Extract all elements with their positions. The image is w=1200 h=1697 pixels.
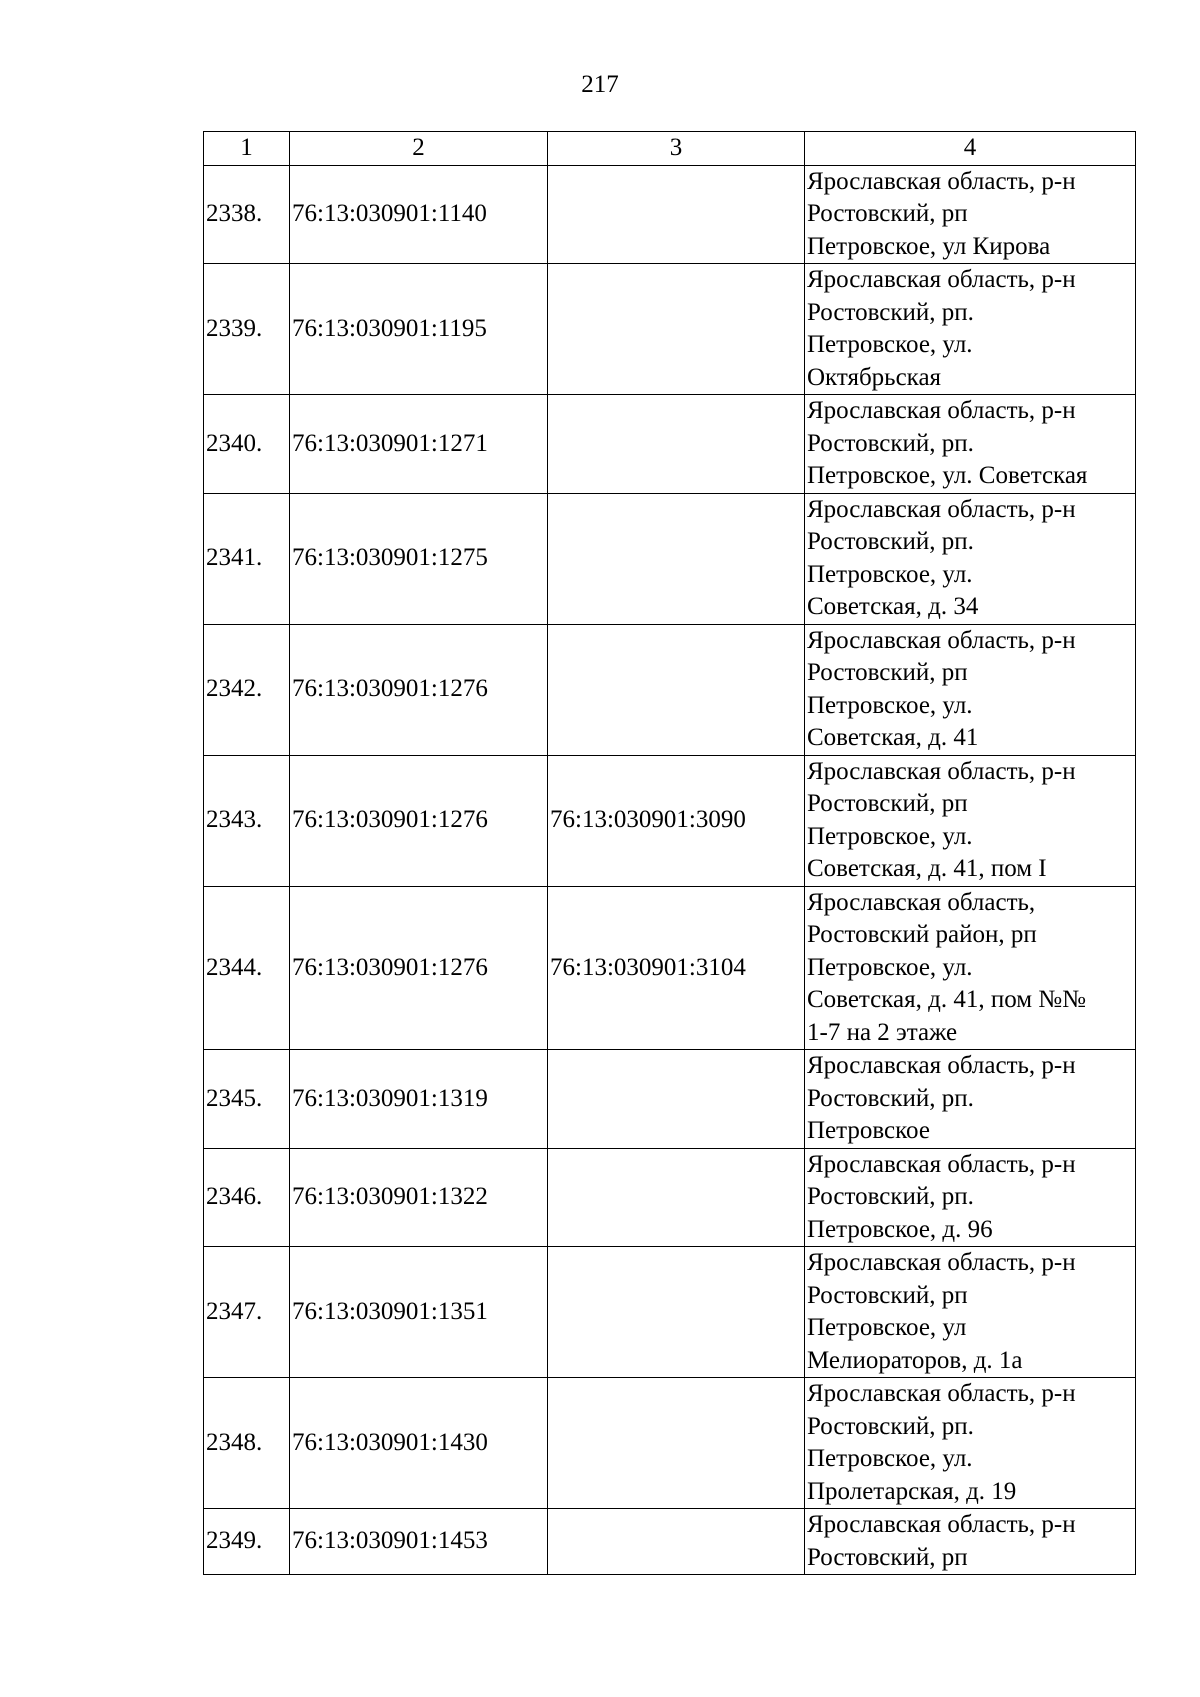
cadastral-number: 76:13:030901:1140 — [290, 165, 548, 264]
table-row — [204, 1050, 1136, 1149]
address: Ярославская область, р-н Ростовский, рп. Петровское — [805, 1050, 1136, 1149]
cadastral-number: 76:13:030901:1275 — [290, 493, 548, 624]
row-number: 2342. — [204, 624, 290, 755]
page-number: 217 — [581, 71, 619, 98]
object-cadastral-number: 76:13:030901:3104 — [548, 886, 805, 1050]
address: Ярославская область, р-н Ростовский, рп Петровское, ул Мелиораторов, д. 1а — [805, 1247, 1136, 1378]
object-cadastral-number — [548, 1247, 805, 1378]
object-cadastral-number — [548, 165, 805, 264]
row-number: 2346. — [204, 1148, 290, 1247]
cadastral-number: 76:13:030901:1430 — [290, 1378, 548, 1509]
row-number: 2343. — [204, 755, 290, 886]
row-number: 2340. — [204, 395, 290, 494]
header-row — [204, 132, 1136, 166]
object-cadastral-number — [548, 624, 805, 755]
table-row — [204, 755, 1136, 886]
object-cadastral-number — [548, 493, 805, 624]
table-row — [204, 1247, 1136, 1378]
address: Ярославская область, р-н Ростовский, рп. Петровское, д. 96 — [805, 1148, 1136, 1247]
address: Ярославская область, р-н Ростовский, рп Петровское, ул. Советская, д. 41, пом I — [805, 755, 1136, 886]
table-row — [204, 165, 1136, 264]
row-number: 2347. — [204, 1247, 290, 1378]
object-cadastral-number — [548, 264, 805, 395]
address: Ярославская область, р-н Ростовский, рп. Петровское, ул. Октябрьская — [805, 264, 1136, 395]
object-cadastral-number — [548, 395, 805, 494]
table-row — [204, 624, 1136, 755]
table-row — [204, 886, 1136, 1050]
object-cadastral-number — [548, 1509, 805, 1575]
cadastral-number: 76:13:030901:1319 — [290, 1050, 548, 1149]
object-cadastral-number — [548, 1378, 805, 1509]
address: Ярославская область, р-н Ростовский, рп. Петровское, ул. Советская, д. 34 — [805, 493, 1136, 624]
cadastral-number: 76:13:030901:1351 — [290, 1247, 548, 1378]
table-row — [204, 1509, 1136, 1575]
header-cell-4: 4 — [805, 132, 1136, 166]
row-number: 2338. — [204, 165, 290, 264]
cadastral-number: 76:13:030901:1276 — [290, 886, 548, 1050]
row-number: 2339. — [204, 264, 290, 395]
row-number: 2341. — [204, 493, 290, 624]
address: Ярославская область, р-н Ростовский, рп Петровское, ул. Советская, д. 41 — [805, 624, 1136, 755]
address: Ярославская область, Ростовский район, рп Петровское, ул. Советская, д. 41, пом №№ 1-7 на 2 этаже — [805, 886, 1136, 1050]
row-number: 2345. — [204, 1050, 290, 1149]
cadastral-number: 76:13:030901:1276 — [290, 755, 548, 886]
address: Ярославская область, р-н Ростовский, рп. Петровское, ул. Советская — [805, 395, 1136, 494]
table-row — [204, 1378, 1136, 1509]
table-row — [204, 395, 1136, 494]
header-cell-3: 3 — [548, 132, 805, 166]
row-number: 2349. — [204, 1509, 290, 1575]
registry-table — [203, 131, 1136, 1575]
row-number: 2348. — [204, 1378, 290, 1509]
cadastral-number: 76:13:030901:1271 — [290, 395, 548, 494]
cadastral-number: 76:13:030901:1276 — [290, 624, 548, 755]
cadastral-number: 76:13:030901:1195 — [290, 264, 548, 395]
address: Ярославская область, р-н Ростовский, рп. Петровское, ул. Пролетарская, д. 19 — [805, 1378, 1136, 1509]
table-row — [204, 493, 1136, 624]
row-number: 2344. — [204, 886, 290, 1050]
header-cell-1: 1 — [204, 132, 290, 166]
cadastral-number: 76:13:030901:1453 — [290, 1509, 548, 1575]
object-cadastral-number: 76:13:030901:3090 — [548, 755, 805, 886]
header-cell-2: 2 — [290, 132, 548, 166]
object-cadastral-number — [548, 1148, 805, 1247]
address: Ярославская область, р-н Ростовский, рп — [805, 1509, 1136, 1575]
table-row — [204, 264, 1136, 395]
cadastral-number: 76:13:030901:1322 — [290, 1148, 548, 1247]
table-row — [204, 1148, 1136, 1247]
address: Ярославская область, р-н Ростовский, рп Петровское, ул Кирова — [805, 165, 1136, 264]
object-cadastral-number — [548, 1050, 805, 1149]
